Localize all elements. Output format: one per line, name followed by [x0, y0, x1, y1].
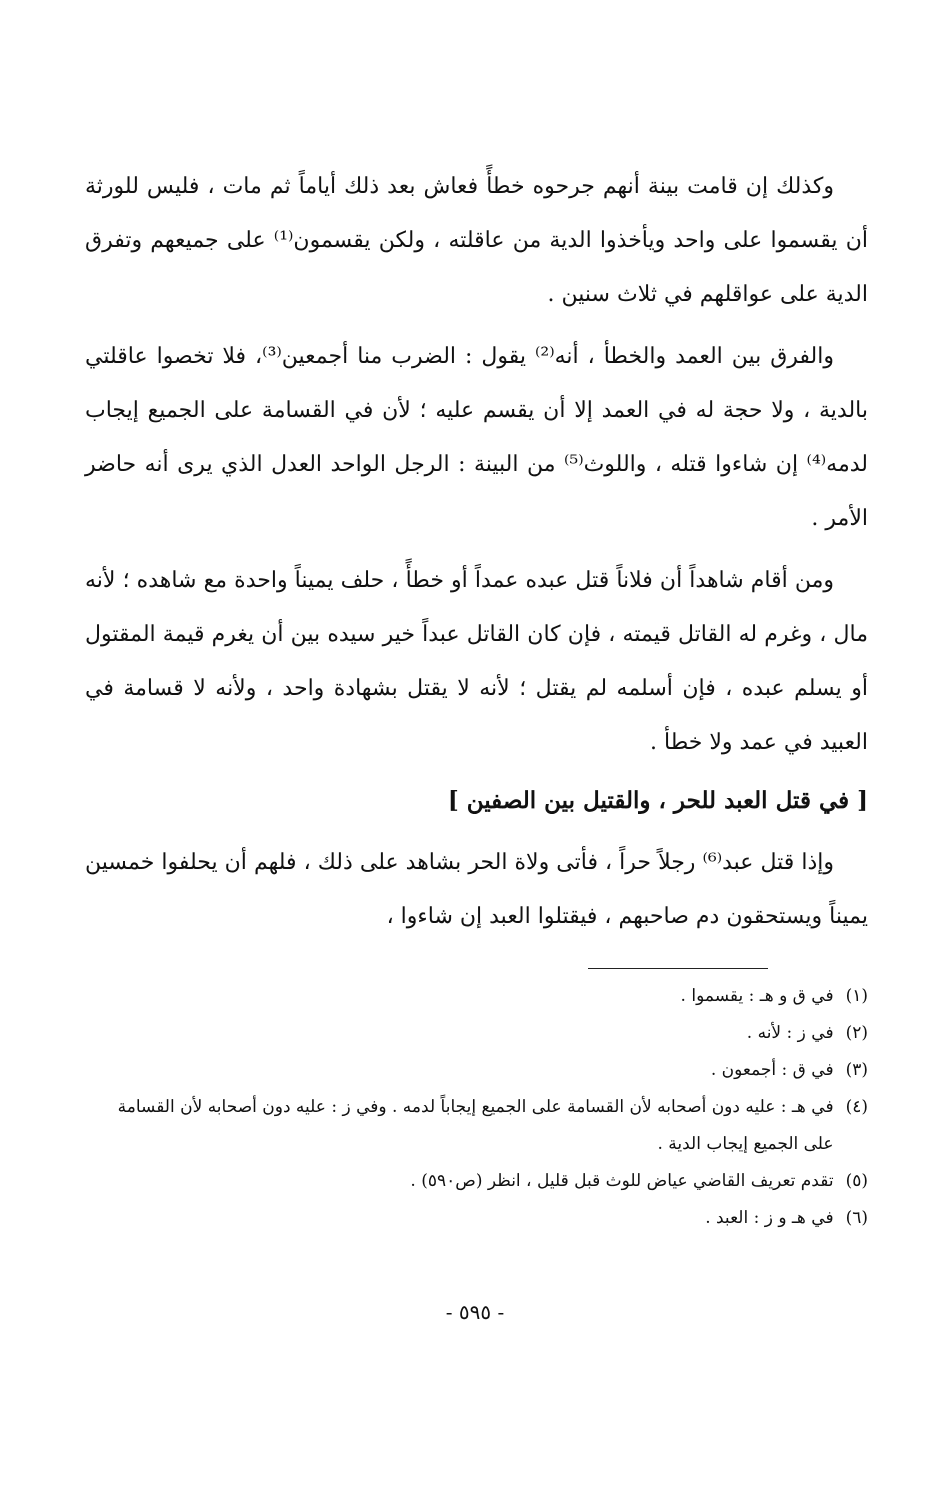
paragraph-1: وكذلك إن قامت بينة أنهم جرحوه خطأً فعاش بعد ذلك أياماً ثم مات ، فليس للورثة أن يقسموا على واحد ويأخذوا الدية من عاقلته ، ولكن يقسمون⁽¹⁾ على جميعهم وتفرق الدية على عواقلهم في ثلاث سنين . [85, 174, 868, 307]
paragraph-2: والفرق بين العمد والخطأ ، أنه⁽²⁾ يقول : الضرب منا أجمعين⁽³⁾، فلا تخصوا عاقلتي بالدية ، ولا حجة له في العمد إلا أن يقسم عليه ؛ لأن في القسامة على الجميع إيجاب لدمه⁽⁴⁾ إن شاءوا قتله ، واللوث⁽⁵⁾ من البينة : الرجل الواحد العدل الذي يرى أنه حاضر الأمر . [85, 344, 868, 531]
page-number: - ٥٩٥ - [445, 1300, 505, 1324]
footnote-2 [85, 1015, 868, 1052]
footnote-number: (٦) [845, 1208, 868, 1228]
paragraph-3: ومن أقام شاهداً أن فلاناً قتل عبده عمداً أو خطأً ، حلف يميناً واحدة مع شاهده ؛ لأنه مال ، وغرم له القاتل قيمته ، فإن كان القاتل عبداً خير سيده بين أن يغرم قيمة المقتول أو يسلم عبده ، فإن أسلمه لم يقتل ؛ لأنه لا يقتل بشهادة واحد ، ولأنه لا قسامة في العبيد في عمد ولا خطأ . [85, 568, 868, 755]
footnotes [85, 978, 868, 1237]
footnote-6 [85, 1200, 868, 1237]
footnote-text: في ق : أجمعون . [710, 1060, 834, 1080]
footnote-3 [85, 1052, 868, 1089]
section-heading: [ في قتل العبد للحر ، والقتيل بين الصفين ] [447, 787, 868, 814]
main-text [85, 160, 868, 944]
footnote-text: في ز : لأنه . [746, 1023, 834, 1043]
footnote-4 [85, 1089, 868, 1163]
footnote-number: (١) [845, 986, 868, 1006]
footnote-number: (٢) [845, 1023, 868, 1043]
footnote-divider [588, 968, 768, 969]
footnote-text: تقدم تعريف القاضي عياض للوث قبل قليل ، انظر (ص٥٩٠) . [410, 1171, 834, 1191]
footnote-number: (٤) [845, 1097, 868, 1117]
footnote-number: (٥) [845, 1171, 868, 1191]
footnote-number: (٣) [845, 1060, 868, 1080]
footnote-1 [85, 978, 868, 1015]
footnote-text: في هـ : عليه دون أصحابه لأن القسامة على الجميع إيجاباً لدمه . وفي ز : عليه دون أصحابه لأن القسامة على الجميع إيجاب الدية . [117, 1097, 834, 1154]
paragraph-4: وإذا قتل عبد⁽⁶⁾ رجلاً حراً ، فأتى ولاة الحر بشاهد على ذلك ، فلهم أن يحلفوا خمسين يميناً ويستحقون دم صاحبهم ، فيقتلوا العبد إن شاءوا ، [85, 850, 868, 929]
footnote-text: في ق و هـ : يقسموا . [680, 986, 834, 1006]
footnote-5 [85, 1163, 868, 1200]
footnote-text: في هـ و ز : العبد . [705, 1208, 834, 1228]
